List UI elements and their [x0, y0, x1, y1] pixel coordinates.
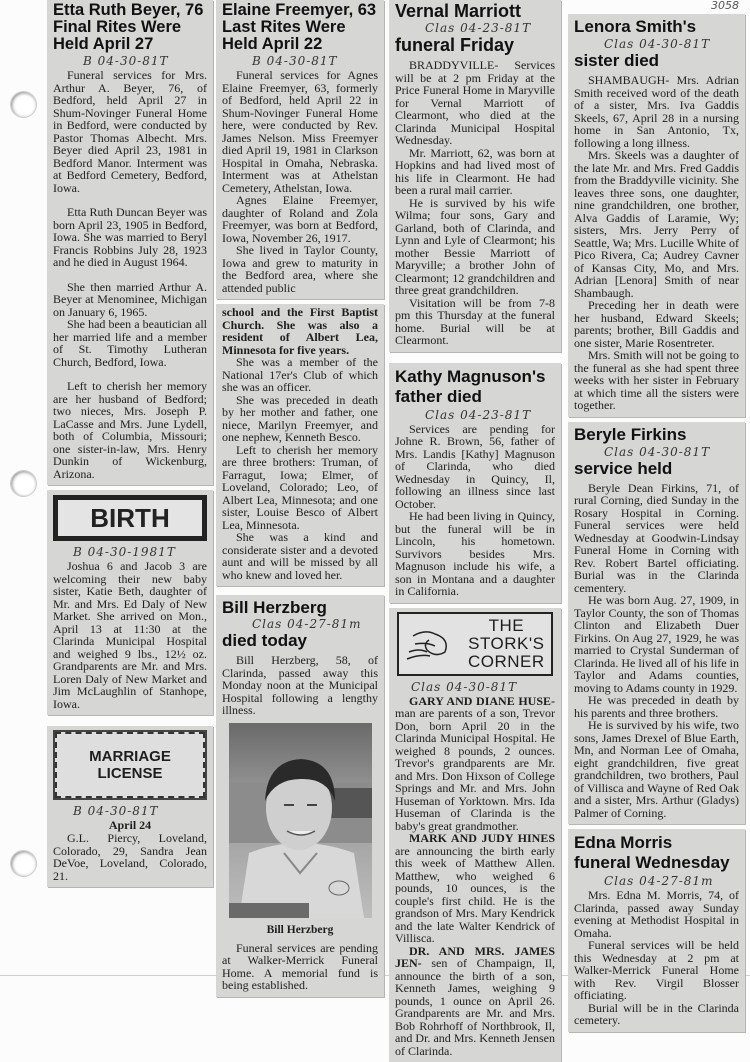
paragraph: She was a kind and considerate sister and a devoted aunt and will be missed by all who knew and loved her. — [222, 531, 378, 581]
birth-announcement — [395, 945, 555, 1058]
page-number: 3058 — [568, 0, 745, 12]
announcement-lead: MARK AND JUDY HINES — [409, 831, 555, 845]
paragraph: She had been a beautician all her married life and a member of St. Timothy Lutheran Church, Bedford, Iowa. — [53, 318, 207, 368]
paragraph: Funeral services for Agnes Elaine Freemyer, 63, formerly of Bedford, held April 22 in Shum-Novinger Funeral Home here, were conducted by Rev. James Nelson. Miss Freemyer died April 19, 1981 in Clarkson Hospital in Omaha, Nebraska. Interment was at Athelstan Cemetery, Athelstan, Iowa. — [222, 69, 378, 194]
date-stamp: B 04-30-81T — [73, 804, 207, 818]
storks-corner-title: THE STORK'S CORNER — [468, 617, 545, 671]
paragraph: Left to cherish her memory are her husband of Bedford; two nieces, Mrs. Joseph P. LaCasse and Mrs. June Lydell, both of Columbia, Missouri; one sister-in-law, Mrs. Henry Dunkin of Wickenburg, Arizona. — [53, 380, 207, 480]
clipping-kathy-magnuson — [389, 363, 561, 603]
clipping-storks-corner — [389, 608, 561, 1062]
clipping-lenora-smith — [568, 14, 745, 417]
announcement-text: sen of Champaign, Il, announce the birth of a son, Kenneth James, weighing 9 pounds, 1 ounce on April 26. Grandparents are Mr. and Mrs. Bob Rohrhoff of Northbrook, Il, and Dr. and Mrs. Kenneth Jensen of Clarinda. — [395, 956, 555, 1058]
paragraph: G.L. Piercy, Loveland, Colorado, 29, Sandra Jean DeVoe, Loveland, Colorado, 21. — [53, 832, 207, 882]
storks-corner-banner — [397, 612, 553, 676]
clipping-vernal-marriott — [389, 0, 561, 352]
article-body — [574, 482, 739, 820]
paragraph: She lived in Taylor County, Iowa and grew to maturity in the Bedford area, where she attended public — [222, 244, 378, 294]
paragraph: school and the First Baptist Church. She was also a resident of Albert Lea, Minnesota for five years. — [222, 306, 378, 356]
clipping-beryle-firkins — [568, 422, 745, 825]
photo-caption: Bill Herzberg — [222, 924, 378, 936]
headline: Vernal Marriott — [395, 2, 555, 20]
binder-hole — [10, 470, 37, 497]
paragraph: Etta Ruth Duncan Beyer was born April 23, 1905 in Bedford, Iowa. She was married to Beryl Francis Robbins July 28, 1923 and he died in August 1964. — [53, 206, 207, 269]
date-stamp: Clas 04-30-81T — [604, 37, 739, 51]
article-body — [395, 423, 555, 598]
headline-line-2: sister died — [574, 52, 739, 70]
date-stamp: B 04-30-81T — [252, 54, 378, 68]
paragraph: Agnes Elaine Freemyer, daughter of Roland and Zola Freemyer, was born at Bedford, Iowa, November 26, 1917. — [222, 194, 378, 244]
column-3 — [389, 0, 561, 1062]
paragraph: Joshua 6 and Jacob 3 are welcoming their new baby sister, Katie Beth, daughter of Mr. and Mrs. Ed Daly of New Market. She arrived on Mon., April 13 at 11:30 at the Clarinda Municipal Hospital and weighed 9 lbs., 12½ oz. Grandparents are Mr. and Mrs. Loren Daly of New Market and Jim McLaughlin of Stanhope, Iowa. — [53, 560, 207, 710]
article-intro — [222, 654, 378, 717]
headline: Beryle Firkins — [574, 426, 739, 444]
clipping-marriage-license — [47, 726, 213, 887]
date-stamp: Clas 04-30-81T — [411, 680, 555, 694]
paragraph: He is survived by his wife Wilma; four sons, Gary and Garland, both of Clarinda, and Lynn and Lyle of Clearmont; his mother Bessie Marriott of Maryville; a brother John of Clearmont; 12 grandchildren and three great grandchildren. — [395, 197, 555, 297]
paragraph: Burial will be in the Clarinda cemetery. — [574, 1002, 739, 1027]
paragraph: He was preceded in death by his parents and three brothers. — [574, 694, 739, 719]
announcement-lead: GARY AND DIANE HUSE- — [409, 694, 555, 708]
article-body — [53, 560, 207, 710]
article-body — [53, 832, 207, 882]
headline: Kathy Magnuson's father died — [395, 367, 555, 407]
binder-hole — [10, 850, 37, 877]
article-body — [222, 306, 378, 581]
paragraph: Mrs. Skeels was a daughter of the late Mr. and Mrs. Fred Gaddis from the Braddyville vicinity. She leaves three sons, one daughter, nine grandchildren, one brother, Alva Gaddis of Laramie, Wy; sisters, Mrs. Jerry Perry of Seattle, Wa; Mrs. Lucille White of Pico Rivera, Ca; Audrey Cavner of Kansas City, Mo, and Mrs. Adrian [Lenora] Smith of near Shambaugh. — [574, 149, 739, 299]
announcement-text: are announcing the birth early this week of Matthew Allen. Matthew, who weighed 6 pounds, 10 ounces, is the couple's first child. He is the grandson of Mrs. Mary Kendrick and the late Walter Kendrick of Villisca. — [395, 844, 555, 946]
date-stamp: Clas 04-30-81T — [604, 445, 739, 459]
column-2 — [216, 0, 384, 997]
headline-line-2: died today — [222, 632, 378, 650]
column-4 — [568, 0, 745, 1032]
date-stamp: Clas 04-23-81T — [425, 408, 555, 422]
paragraph: Mrs. Edna M. Morris, 74, of Clarinda, passed away Sunday evening at Methodist Hospital in Omaha. — [574, 889, 739, 939]
article-body — [395, 59, 555, 347]
paragraph: Left to cherish her memory are three brothers: Truman, of Farragut, Iowa; Elmer, of Loveland, Colorado; Leo, of Albert Lea, Minnesota; and one sister, Louise Besco of Albert Lea, Minnesota. — [222, 444, 378, 532]
date-stamp: B 04-30-81T — [83, 54, 207, 68]
clipping-edna-morris — [568, 829, 745, 1032]
portrait-photo — [229, 723, 372, 918]
article-body — [222, 69, 378, 294]
headline: Elaine Freemyer, 63 Last Rites Were Held April 22 — [222, 2, 378, 53]
announcement-text: man are parents of a son, Trevor Don, born April 20 in the Clarinda Municipal Hospital. He weighed 8 pounds, 2 ounces. Trevor's grandparents are Mr. and Mrs. Don Hixson of College Springs and Mr. and Mrs. John Huseman of Yorktown. Mrs. Ida Huseman of Clarinda is the baby's great grandmother. — [395, 706, 555, 833]
paragraph: Beryle Dean Firkins, 71, of rural Corning, died Sunday in the Rosary Hospital in Corning. Funeral services were held Wednesday at Goodwin-Lindsay Funeral Home in Corning with Rev. Robert Bartel officiating. Burial was in the Clarinda cementery. — [574, 482, 739, 595]
paragraph: She was preceded in death by her mother and father, one niece, Marilyn Freemyer, and one nephew, Kenneth Besco. — [222, 394, 378, 444]
article-body — [395, 695, 555, 1058]
paragraph: Bill Herzberg, 58, of Clarinda, passed away this Monday noon at the Municipal Hospital following a lengthy illness. — [222, 654, 378, 717]
clipping-elaine-freemyer — [216, 0, 384, 299]
headline: Edna Morris funeral Wednesday — [574, 833, 739, 873]
paragraph: She was a member of the National 17er's Club of which she was an officer. — [222, 356, 378, 394]
headline-line-2: funeral Friday — [395, 36, 555, 55]
clipping-birth — [47, 490, 213, 715]
clipping-elaine-freemyer-continued — [216, 304, 384, 586]
paragraph: He is survived by his wife, two sons, James Drexel of Blue Earth, Mn, and Norman Lee of Omaha, eight grandchildren, five great grandchildren, two brothers, Paul of Villisca and Wayne of Red Oak and a sister, Mrs. Arthur (Gladys) Palmer of Corning. — [574, 719, 739, 819]
date-stamp: B 04-30-1981T — [73, 545, 207, 559]
headline: Lenora Smith's — [574, 18, 739, 36]
clipping-etta-beyer — [47, 0, 213, 485]
headline-line-2: service held — [574, 460, 739, 478]
paragraph: Funeral services for Mrs. Arthur A. Beyer, 76, of Bedford, held April 27 in Shum-Novinger Funeral Home in Bedford, were conducted by Pastor Thomas Albecht. Mrs. Beyer died April 23, 1981 in Bedford Manor. Interment was at Bedford Cemetery, Bedford, Iowa. — [53, 69, 207, 194]
man-portrait-image — [229, 723, 372, 918]
article-body — [53, 69, 207, 480]
headline: Bill Herzberg — [222, 599, 378, 616]
paragraph: She then married Arthur A. Beyer at Menominee, Michigan on January 6, 1965. — [53, 281, 207, 319]
license-date: April 24 — [53, 819, 207, 832]
birth-announcement — [395, 832, 555, 945]
paragraph: Preceding her in death were her husband, Edward Skeels; parents; brother, Bill Gaddis and one sister, Marie Rosentreter. — [574, 299, 739, 349]
date-stamp: Clas 04-23-81T — [425, 21, 555, 35]
paragraph: Funeral services will be held this Wednesday at 2 pm at Walker-Merrick Funeral Home with Rev. Virgil Blosser officiating. — [574, 939, 739, 1002]
article-body — [574, 889, 739, 1027]
paragraph: Mr. Marriott, 62, was born at Hopkins and had lived most of his life in Clearmont. He had been a rural mail carrier. — [395, 147, 555, 197]
paragraph: He was born Aug. 27, 1909, in Taylor County, the son of Thomas Clinton and Elizabeth Duer Firkins. On Aug 27, 1929, he was married to Crystal Sunderman of Clarinda. He lived all of his life in Taylor and Adams counties, moving to Adams county in 1929. — [574, 594, 739, 694]
paragraph: Funeral services are pending at Walker-Merrick Funeral Home. A memorial fund is being established. — [222, 942, 378, 992]
birth-banner: BIRTH — [53, 495, 207, 541]
headline: Etta Ruth Beyer, 76 Final Rites Were Held April 27 — [53, 2, 207, 53]
date-stamp: Clas 04-27-81m — [604, 874, 739, 888]
clipping-bill-herzberg — [216, 595, 384, 997]
paragraph: Mrs. Smith will not be going to the funeral as she had spent three weeks with her sister in February at which time all the sisters were together. — [574, 349, 739, 412]
paragraph: He had been living in Quincy, but the funeral will be in Lincoln, his hometown. Survivors besides Mrs. Magnuson include his wife, a son in Montana and a daughter in California. — [395, 510, 555, 598]
birth-announcement — [395, 695, 555, 833]
announcement-lead: DR. AND MRS. JAMES JEN- — [395, 944, 555, 971]
paragraph: SHAMBAUGH- Mrs. Adrian Smith received word of the death of a sister, Mrs. Iva Gaddis Skeels, 67, April 28 in a nursing home in San Antonio, Tx, following a long illness. — [574, 74, 739, 149]
marriage-license-banner: MARRIAGE LICENSE — [55, 732, 205, 798]
paragraph: Services are pending for Johne R. Brown, 56, father of Mrs. Landis [Kathy] Magnuson of Clarinda, who died Wednesday in Quincy, Il, following an illness since last October. — [395, 423, 555, 511]
paragraph: BRADDYVILLE- Services will be at 2 pm Friday at the Price Funeral Home in Maryville for Vernal Marriott of Clearmont, who died at the Clarinda Municipal Hospital Wednesday. — [395, 59, 555, 147]
article-body — [574, 74, 739, 412]
column-1 — [47, 0, 213, 887]
binder-hole — [10, 91, 37, 118]
date-stamp: Clas 04-27-81m — [252, 617, 378, 631]
article-closing — [222, 942, 378, 992]
paragraph: Visitation will be from 7-8 pm this Thursday at the funeral home. Burial will be at Clearmont. — [395, 297, 555, 347]
stork-icon — [405, 624, 455, 664]
